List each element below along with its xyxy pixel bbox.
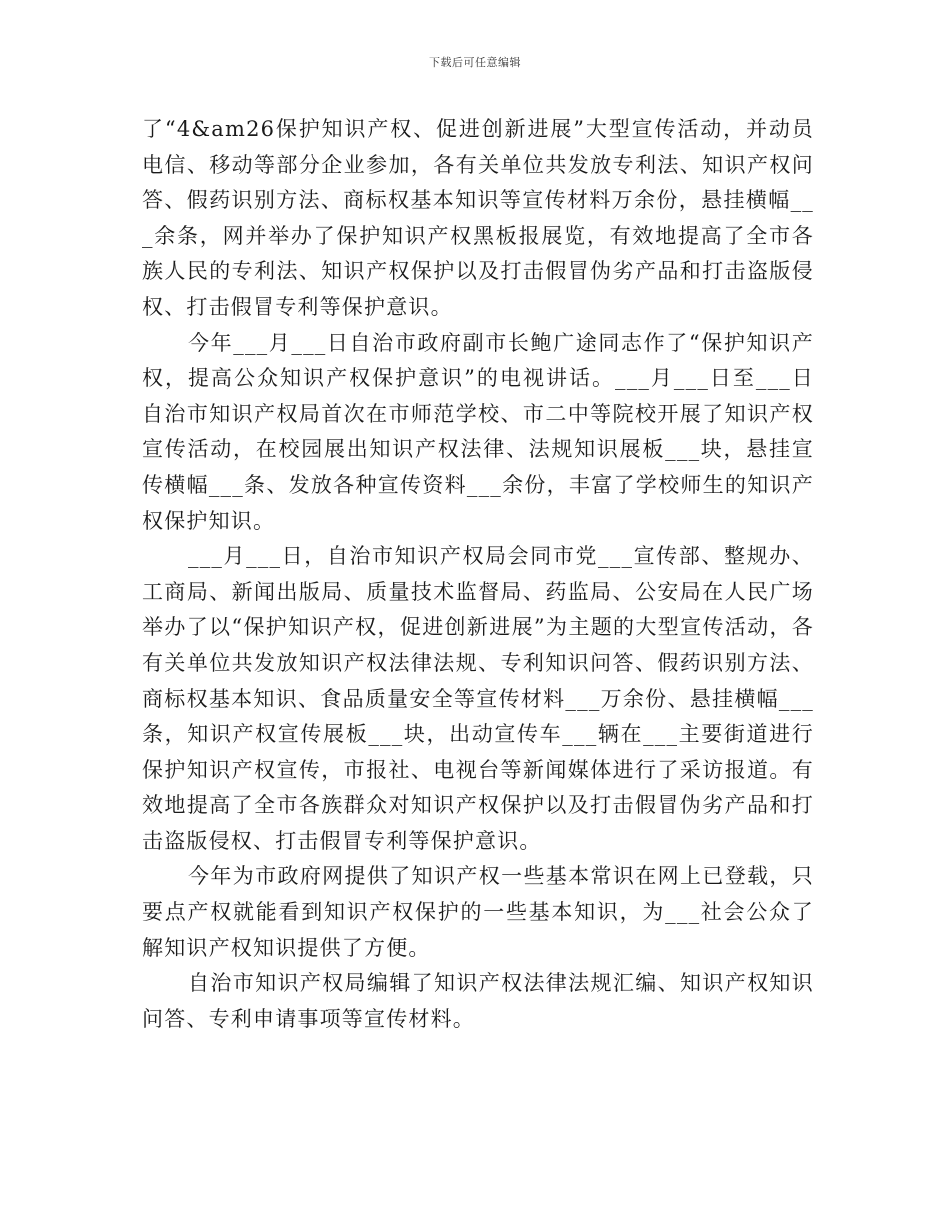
paragraph-1: 了“4&am26保护知识产权、促进创新进展”大型宣传活动，并动员电信、移动等部分企业参加，各有关单位共发放专利法、知识产权问答、假药识别方法、商标权基本知识等宣传材料万余份，悬挂横幅___余条，网并举办了保护知识产权黑板报展览，有效地提高了全市各族人民的专利法、知识产权保护以及打击假冒伪劣产品和打击盗版侵权、打击假冒专利等保护意识。 (142, 117, 814, 319)
paragraph-2: 今年___月___日自治市政府副市长鲍广途同志作了“保护知识产权，提高公众知识产权保护意识”的电视讲话。___月___日至___日自治市知识产权局首次在市师范学校、市二中等院校开展了知识产权宣传活动，在校园展出知识产权法律、法规知识展板___块，悬挂宣传横幅___条、发放各种宣传资料___余份，丰富了学校师生的知识产权保护知识。 (142, 330, 814, 533)
document-body (142, 112, 814, 1037)
page-header: 下载后可任意编辑 (429, 56, 521, 69)
paragraph-3: ___月___日，自治市知识产权局会同市党___宣传部、整规办、工商局、新闻出版局、质量技术监督局、药监局、公安局在人民广场举办了以“保护知识产权，促进创新进展”为主题的大型宣传活动，各有关单位共发放知识产权法律法规、专利知识问答、假药识别方法、商标权基本知识、食品质量安全等宣传材料___万余份、悬挂横幅___条，知识产权宣传展板___块，出动宣传车___辆在___主要街道进行保护知识产权宣传，市报社、电视台等新闻媒体进行了采访报道。有效地提高了全市各族群众对知识产权保护以及打击假冒伪劣产品和打击盗版侵权、打击假冒专利等保护意识。 (142, 544, 814, 853)
paragraph-5: 自治市知识产权局编辑了知识产权法律法规汇编、知识产权知识问答、专利申请事项等宣传材料。 (142, 971, 814, 1031)
paragraph-4: 今年为市政府网提供了知识产权一些基本常识在网上已登载，只要点产权就能看到知识产权保护的一些基本知识，为___社会公众了解知识产权知识提供了方便。 (142, 864, 814, 960)
